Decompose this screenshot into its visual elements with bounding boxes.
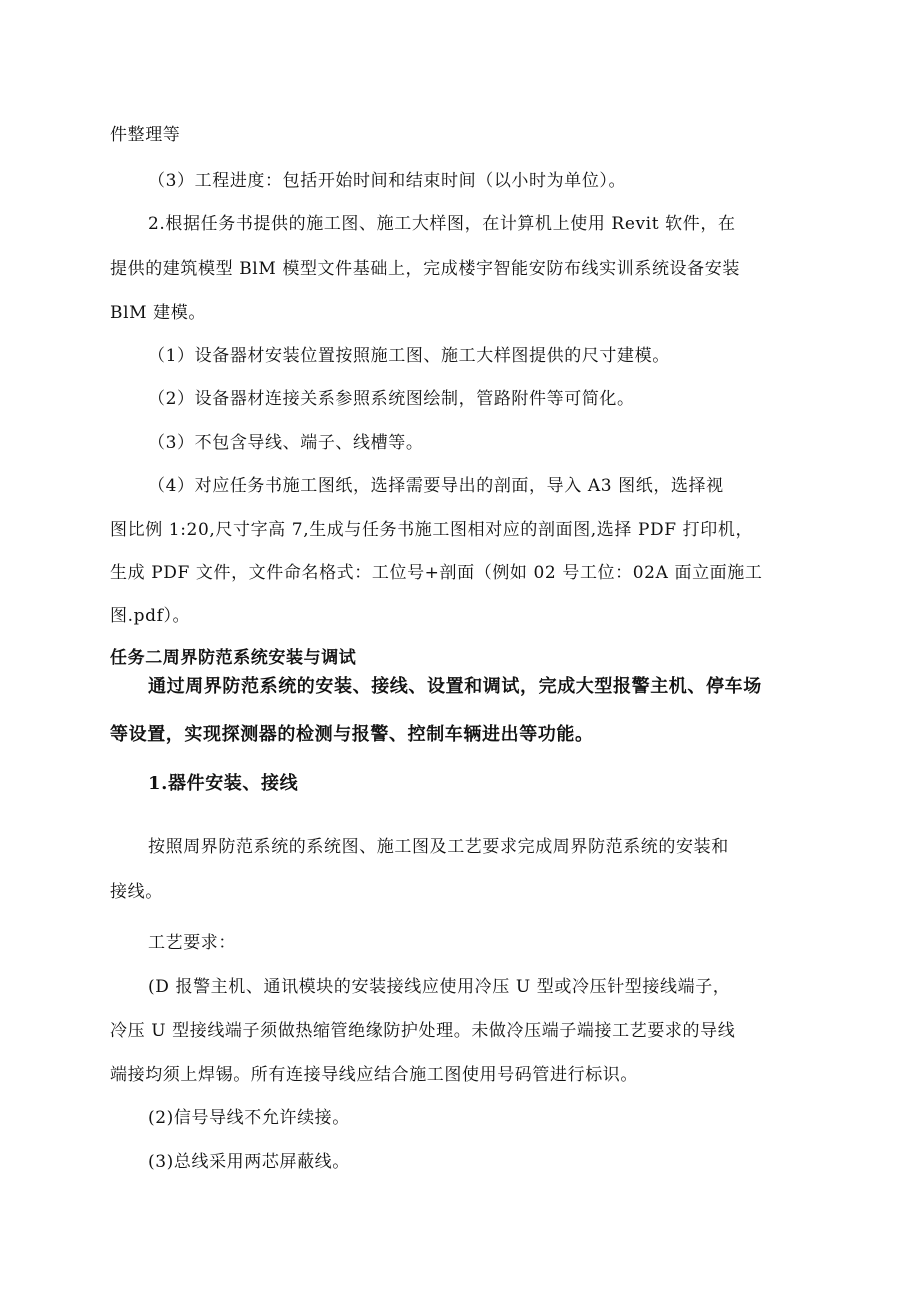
text-line: （3）工程进度：包括开始时间和结束时间（以小时为单位）。 xyxy=(148,171,627,191)
text-line: 冷压 U 型接线端子须做热缩管绝缘防护处理。未做冷压端子端接工艺要求的导线 xyxy=(110,1021,736,1041)
text-line: 生成 PDF 文件，文件命名格式：工位号+剖面（例如 02 号工位：02A 面立面施工 xyxy=(110,563,763,583)
text-line: 图.pdf）。 xyxy=(110,606,191,626)
text-line: 件整理等 xyxy=(110,125,181,145)
text-line: 接线。 xyxy=(110,882,163,902)
text-line: (3)总线采用两芯屏蔽线。 xyxy=(148,1152,350,1172)
text-line: 图比例 1:20,尺寸字高 7,生成与任务书施工图相对应的剖面图,选择 PDF 打印机， xyxy=(110,520,754,540)
text-line: （1）设备器材安装位置按照施工图、施工大样图提供的尺寸建模。 xyxy=(148,346,670,366)
text-line: (2)信号导线不允许续接。 xyxy=(148,1108,350,1128)
bold-paragraph-line: 通过周界防范系统的安装、接线、设置和调试，完成大型报警主机、停车场 xyxy=(148,676,762,697)
text-line: 2.根据任务书提供的施工图、施工大样图，在计算机上使用 Revit 软件，在 xyxy=(148,214,736,234)
text-line: BlM 建模。 xyxy=(110,303,206,323)
text-line: （3）不包含导线、端子、线槽等。 xyxy=(148,433,424,453)
subsection-heading: 1.器件安装、接线 xyxy=(148,773,299,794)
text-line: 端接均须上焊锡。所有连接导线应结合施工图使用号码管进行标识。 xyxy=(110,1065,638,1085)
text-line: （4）对应任务书施工图纸，选择需要导出的剖面，导入 A3 图纸，选择视 xyxy=(148,476,724,496)
text-line: 提供的建筑模型 BlM 模型文件基础上，完成楼宇智能安防布线实训系统设备安装 xyxy=(110,259,740,279)
text-line: （2）设备器材连接关系参照系统图绘制，管路附件等可简化。 xyxy=(148,389,635,409)
bold-paragraph-line: 等设置，实现探测器的检测与报警、控制车辆进出等功能。 xyxy=(110,724,594,745)
section-heading: 任务二周界防范系统安装与调试 xyxy=(110,648,357,668)
text-line: 工艺要求： xyxy=(148,933,236,953)
text-line: (D 报警主机、通讯模块的安装接线应使用冷压 U 型或冷压针型接线端子， xyxy=(148,977,731,997)
text-line: 按照周界防范系统的系统图、施工图及工艺要求完成周界防范系统的安装和 xyxy=(148,837,729,857)
